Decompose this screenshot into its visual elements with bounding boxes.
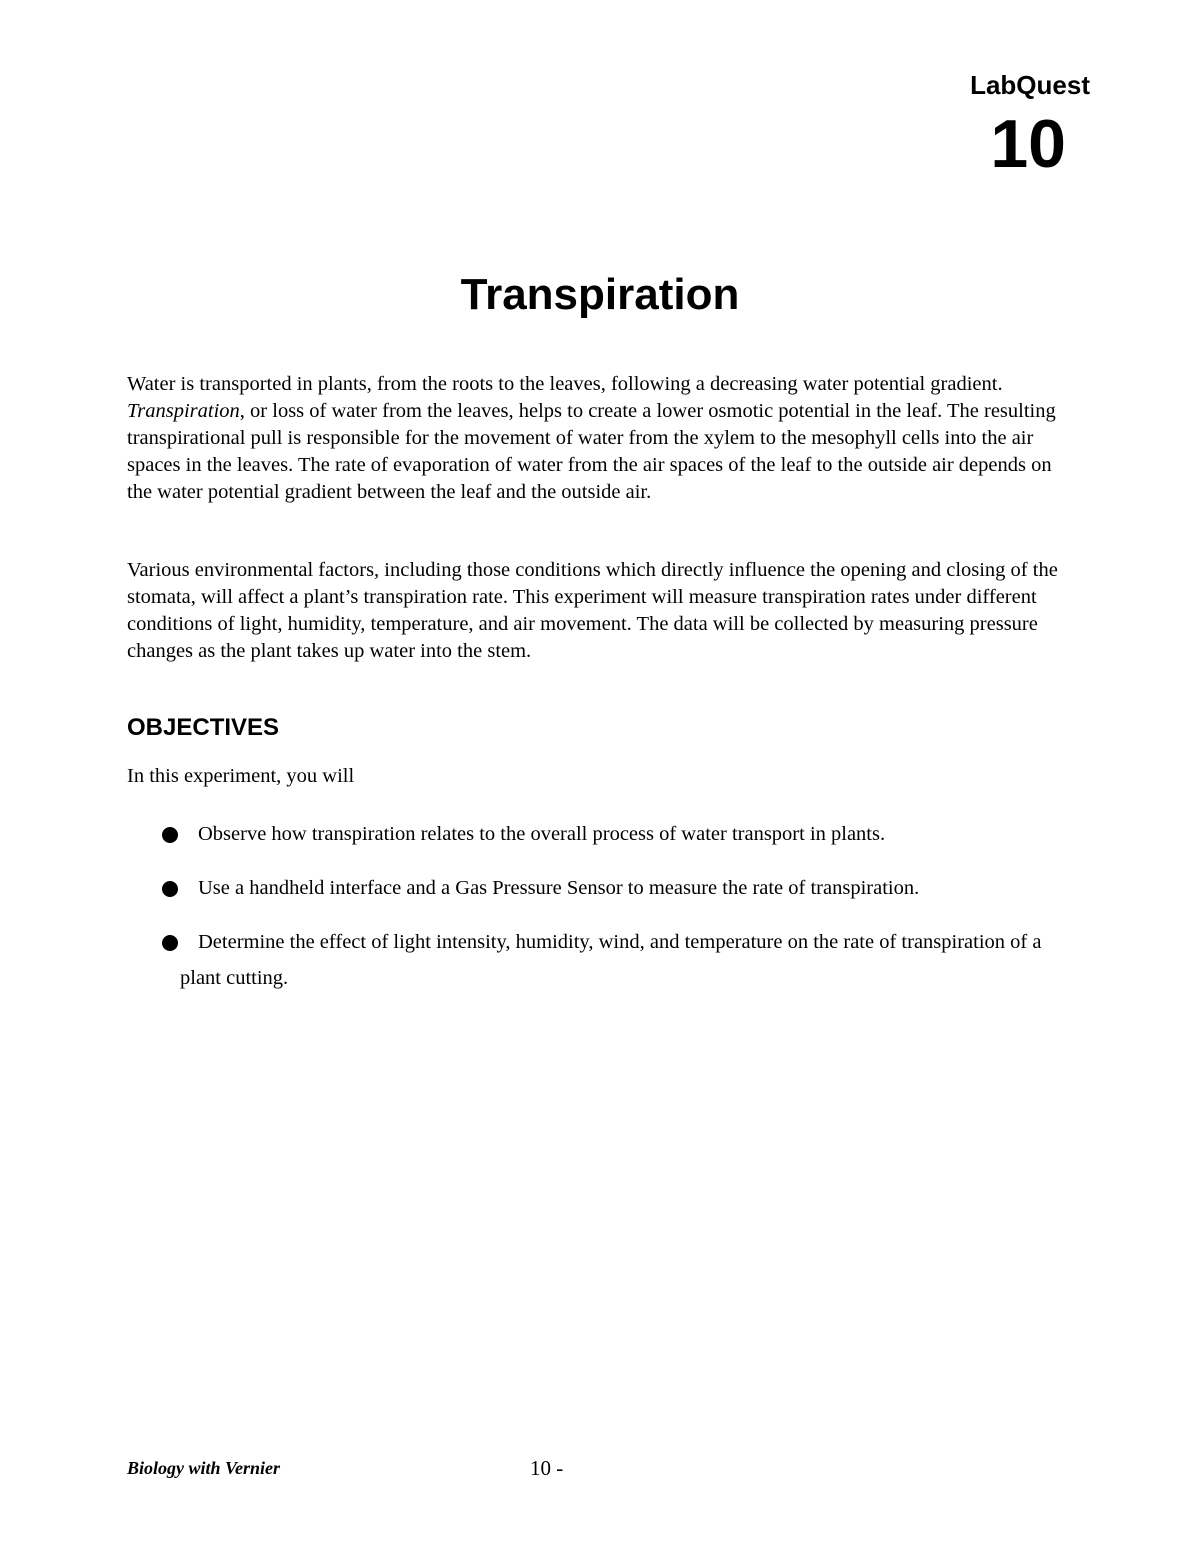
objective-item xyxy=(162,924,1062,996)
objective-text: Use a handheld interface and a Gas Pressure Sensor to measure the rate of transpiration. xyxy=(198,877,920,899)
chapter-number: 10 xyxy=(990,106,1066,182)
bullet-icon xyxy=(162,935,178,951)
footer-page-number: 10 - xyxy=(530,1456,564,1480)
objective-text: Determine the effect of light intensity, humidity, wind, and temperature on the rate of transpiration of a plant cutting. xyxy=(180,931,1042,989)
bullet-icon xyxy=(162,827,178,843)
factors-paragraph: Various environmental factors, including those conditions which directly influence the opening and closing of the stomata, will affect a plant’s transpiration rate. This experiment will measure transpiration rates under different conditions of light, humidity, temperature, and air movement. The data will be collected by measuring pressure changes as the plant takes up water into the stem. xyxy=(127,559,1058,662)
page-title: Transpiration xyxy=(460,270,740,319)
objective-item xyxy=(162,870,1062,906)
objectives-intro: In this experiment, you will xyxy=(127,765,355,787)
objective-item xyxy=(162,816,1062,852)
objectives-list xyxy=(162,816,1062,1014)
objective-text: Observe how transpiration relates to the overall process of water transport in plants. xyxy=(198,823,886,845)
intro-paragraph xyxy=(127,371,1077,506)
footer-book-title: Biology with Vernier xyxy=(127,1458,281,1478)
bullet-icon xyxy=(162,881,178,897)
transpiration-term: Transpiration xyxy=(127,400,240,422)
lab-label: LabQuest xyxy=(970,70,1090,100)
intro-paragraph-part1: Water is transported in plants, from the roots to the leaves, following a decreasing water potential gradient. xyxy=(127,373,1003,395)
objectives-heading: OBJECTIVES xyxy=(127,714,280,741)
intro-paragraph-part2: , or loss of water from the leaves, helps to create a lower osmotic potential in the leaf. The resulting transpirational pull is responsible for the movement of water from the xylem to the mesophyll cells into the air spaces in the leaves. The rate of evaporation of water from the air spaces of the leaf to the outside air depends on the water potential gradient between the leaf and the outside air. xyxy=(127,400,1056,503)
